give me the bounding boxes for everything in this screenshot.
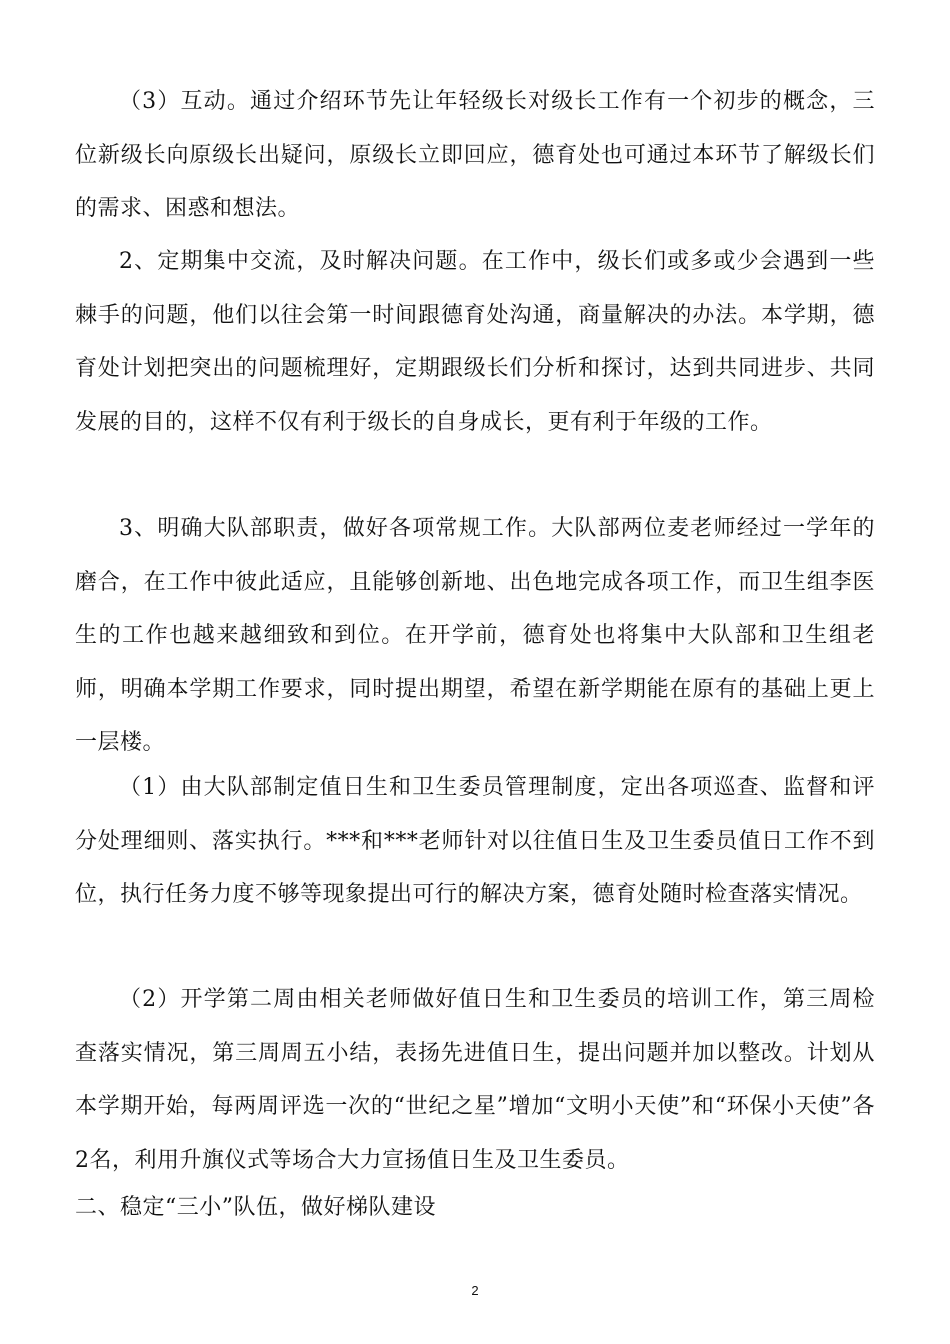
paragraph-interaction: （3）互动。通过介绍环节先让年轻级长对级长工作有一个初步的概念，三位新级长向原级长出疑问，原级长立即回应，德育处也可通过本环节了解级长们的需求、困惑和想法。 [75, 89, 875, 221]
paragraph-management-system: （1）由大队部制定值日生和卫生委员管理制度，定出各项巡查、监督和评分处理细则、落实执行。***和***老师针对以往值日生及卫生委员值日工作不到位，执行任务力度不够等现象提出可行的解决方案，德育处随时检查落实情况。 [75, 775, 875, 907]
section-heading: 二、稳定“三小”队伍，做好梯队建设 [75, 1195, 436, 1220]
paragraph-brigade-duties: 3、明确大队部职责，做好各项常规工作。大队部两位麦老师经过一学年的磨合，在工作中彼此适应，且能够创新地、出色地完成各项工作，而卫生组李医生的工作也越来越细致和到位。在开学前，德育处也将集中大队部和卫生组老师，明确本学期工作要求，同时提出期望，希望在新学期能在原有的基础上更上一层楼。 [75, 516, 875, 755]
paragraph-training: （2）开学第二周由相关老师做好值日生和卫生委员的培训工作，第三周检查落实情况，第三周周五小结，表扬先进值日生，提出问题并加以整改。计划从本学期开始，每两周评选一次的“世纪之星”增加“文明小天使”和“环保小天使”各2名，利用升旗仪式等场合大力宣扬值日生及卫生委员。 [75, 987, 875, 1173]
paragraph-regular-exchange: 2、定期集中交流，及时解决问题。在工作中，级长们或多或少会遇到一些棘手的问题，他们以往会第一时间跟德育处沟通，商量解决的办法。本学期，德育处计划把突出的问题梳理好，定期跟级长们分析和探讨，达到共同进步、共同发展的目的，这样不仅有利于级长的自身成长，更有利于年级的工作。 [75, 249, 875, 435]
page-number: 2 [471, 1283, 479, 1298]
